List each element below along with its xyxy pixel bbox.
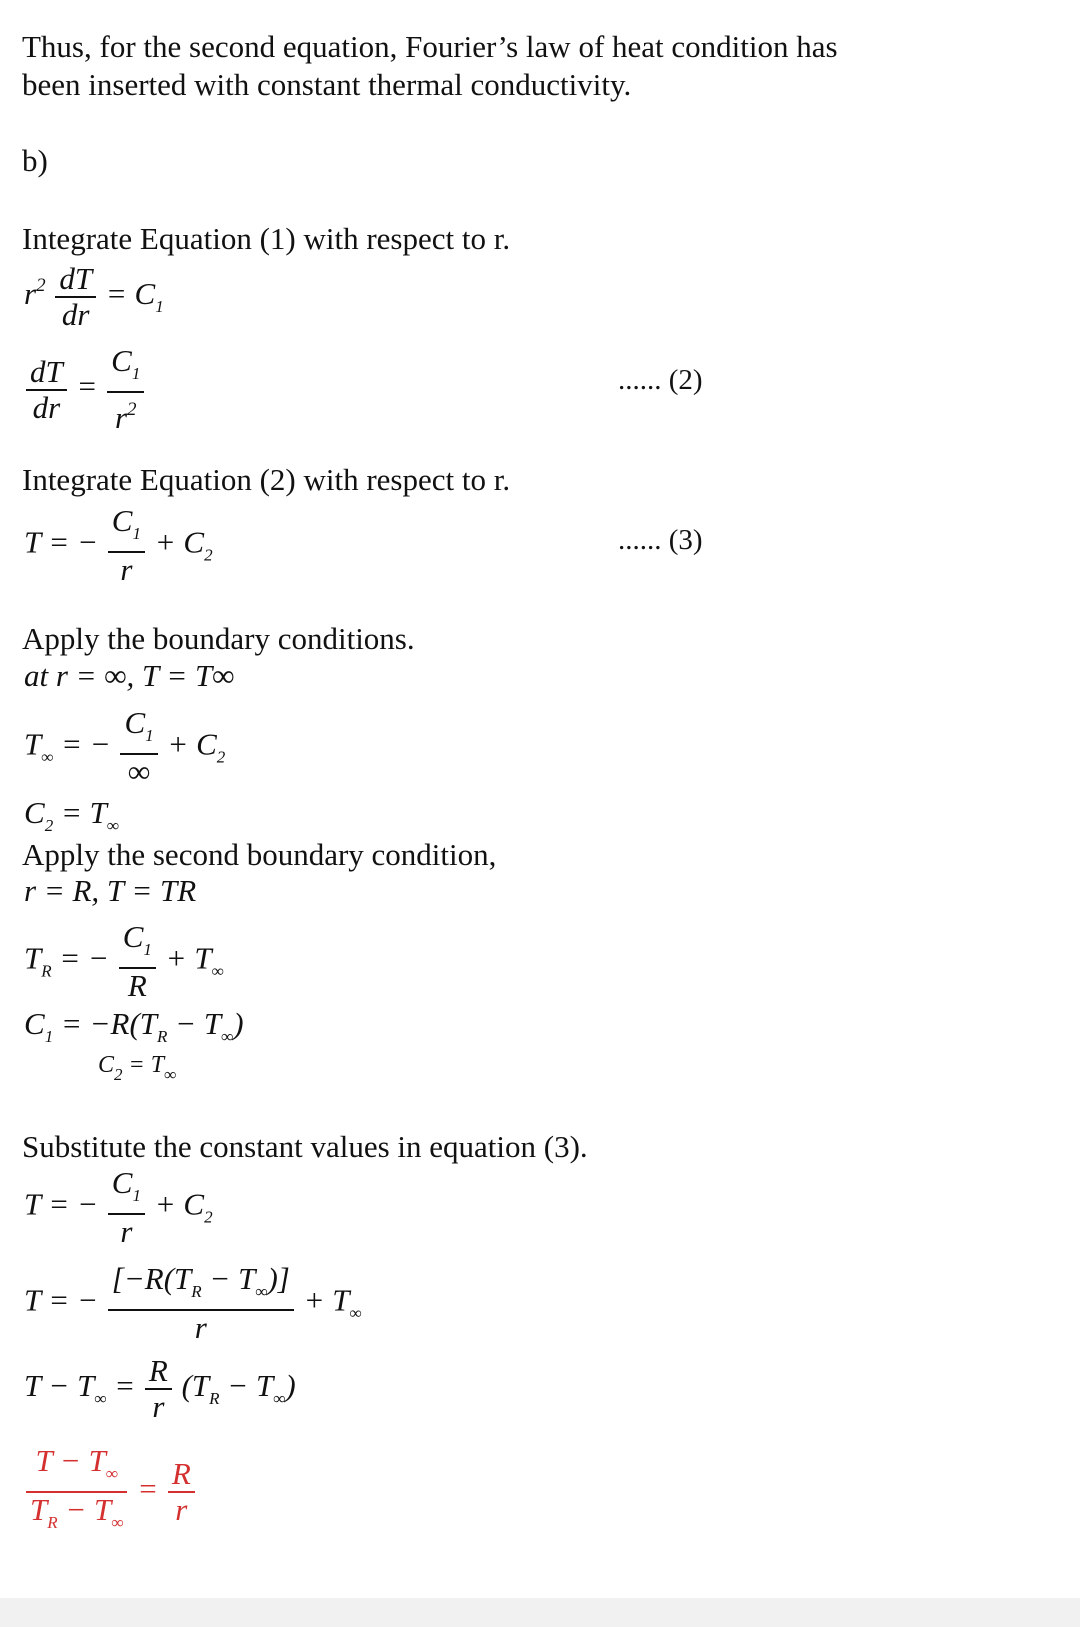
equation-rearranged: $T - T_\infty$ = $\frac{R}{r}$ $(T_R - T_\infty)$ xyxy=(24,1353,296,1424)
equation-3-restated: T = − $\frac{C_1}{r}$ + $C_2$ xyxy=(24,1165,213,1249)
constant-c2-result: $C_2 = T_\infty$ xyxy=(24,795,119,835)
constant-c1-result: $C_1 = -R(T_R - T_\infty)$ xyxy=(24,1006,244,1046)
equation-substituted: T = − $\frac{[-R(T_R - T_\infty)]}{r}$ + $T_\infty$ xyxy=(24,1261,362,1345)
boundary-substitution-2: $T_R$ = − $\frac{C_1}{R}$ + $T_\infty$ xyxy=(24,919,224,1003)
boundary-condition-1: at r = ∞, T = T∞ xyxy=(24,658,235,693)
equation-2: $\frac{dT}{dr}$ = $\frac{C_1}{r^2}$ xyxy=(24,344,146,435)
boundary-condition-2: r = R, T = TR xyxy=(24,873,197,908)
step3-text: Apply the boundary conditions. xyxy=(22,621,415,656)
equation-integrated-form: $r^2$ $\frac{dT}{dr}$ = $C_1$ xyxy=(24,261,164,332)
step1-text: Integrate Equation (1) with respect to r. xyxy=(22,221,511,256)
step4-text: Substitute the constant values in equation (3). xyxy=(22,1129,588,1164)
constant-c2-restated: $C_2 = T_\infty$ xyxy=(98,1052,177,1084)
equation-2-number: ...... (2) xyxy=(618,364,703,396)
equation-3-number: ...... (3) xyxy=(618,524,703,556)
boundary-substitution-1: $T_\infty$ = − $\frac{C_1}{\infty}$ + $C_2$ xyxy=(24,705,226,789)
intro-line-2: been inserted with constant thermal conductivity. xyxy=(22,67,632,102)
step2-text: Integrate Equation (2) with respect to r. xyxy=(22,462,511,497)
intro-line-1: Thus, for the second equation, Fourier’s law of heat condition has xyxy=(22,29,838,64)
final-result-equation: $\frac{T - T_\infty}{T_R - T_\infty}$ = $\frac{R}{r}$ xyxy=(24,1444,197,1540)
page-bottom-band xyxy=(0,1598,1080,1627)
equation-3: T = − $\frac{C_1}{r}$ + $C_2$ xyxy=(24,503,213,587)
part-label: b) xyxy=(22,143,48,178)
step3-second-text: Apply the second boundary condition, xyxy=(22,837,497,872)
